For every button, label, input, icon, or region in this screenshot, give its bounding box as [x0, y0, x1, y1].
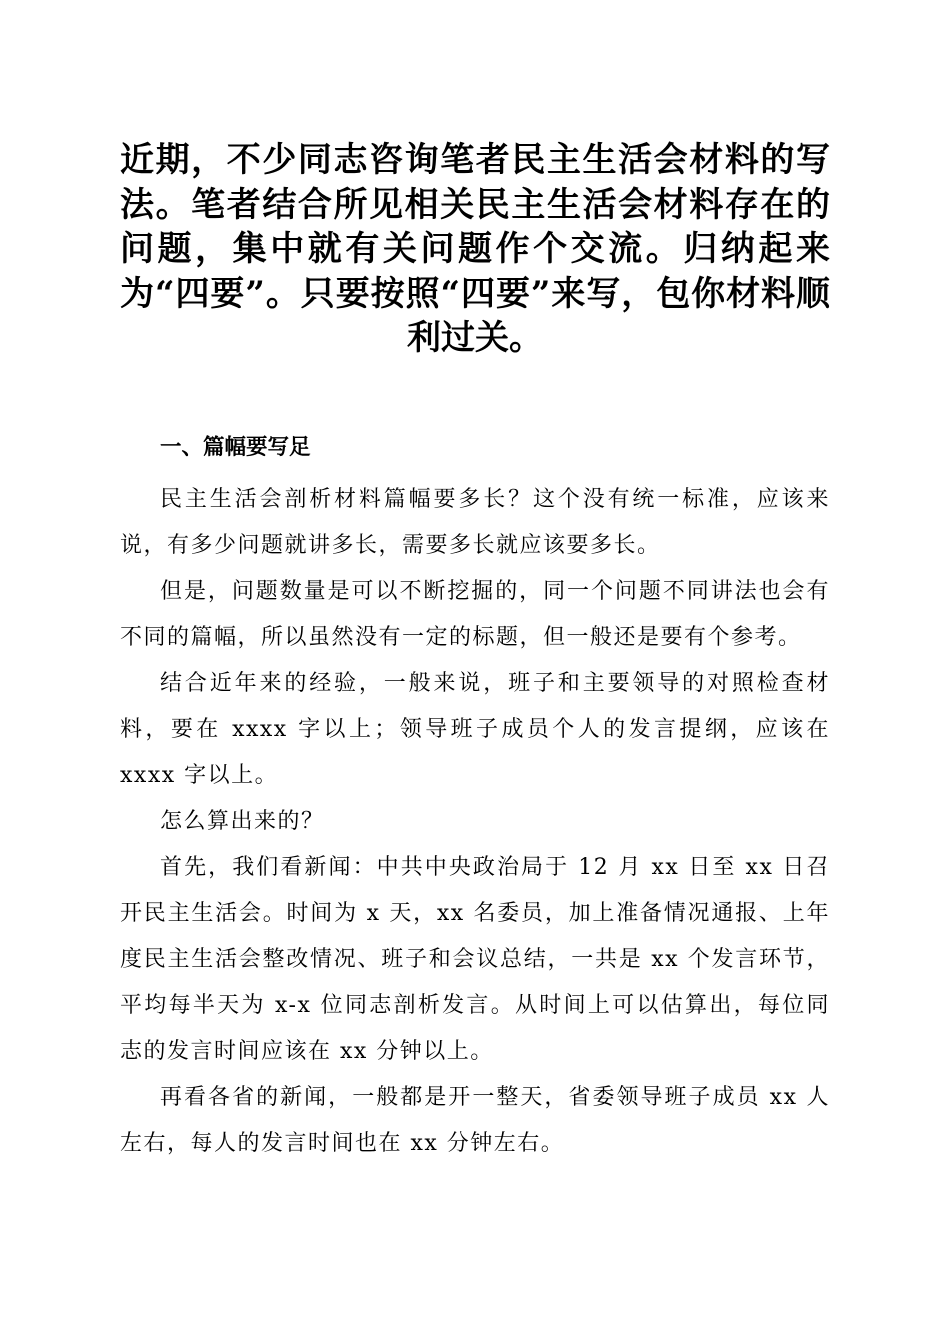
paragraph: 怎么算出来的？ — [160, 808, 325, 834]
paragraph: 民主生活会剖析材料篇幅要多长？这个没有统一标准，应该来说，有多少问题就讲多长，需要多长就应该要多长。 — [120, 486, 830, 558]
document-page — [120, 138, 830, 1167]
section-heading: 一、篇幅要写足 — [160, 434, 311, 460]
paragraph: 再看各省的新闻，一般都是开一整天，省委领导班子成员 xx 人左右，每人的发言时间也在 xx 分钟左右。 — [120, 1084, 830, 1156]
section-body — [120, 477, 830, 1167]
paragraph: 结合近年来的经验，一般来说，班子和主要领导的对照检查材料，要在 xxxx 字以上；领导班子成员个人的发言提纲，应该在 xxxx 字以上。 — [120, 670, 830, 788]
paragraph: 首先，我们看新闻：中共中央政治局于 12 月 xx 日至 xx 日召开民主生活会。时间为 x 天，xx 名委员，加上准备情况通报、上年度民主生活会整改情况、班子和会议总结，一共是 xx 个发言环节，平均每半天为 x-x 位同志剖析发言。从时间上可以估算出，每位同志的发言时间应该在 xx 分钟以上。 — [120, 854, 830, 1064]
paragraph: 但是，问题数量是可以不断挖掘的，同一个问题不同讲法也会有不同的篇幅，所以虽然没有一定的标题，但一般还是要有个参考。 — [120, 578, 830, 650]
document-title: 近期，不少同志咨询笔者民主生活会材料的写法。笔者结合所见相关民主生活会材料存在的问题，集中就有关问题作个交流。归纳起来为“四要”。只要按照“四要”来写，包你材料顺利过关。 — [120, 140, 830, 358]
